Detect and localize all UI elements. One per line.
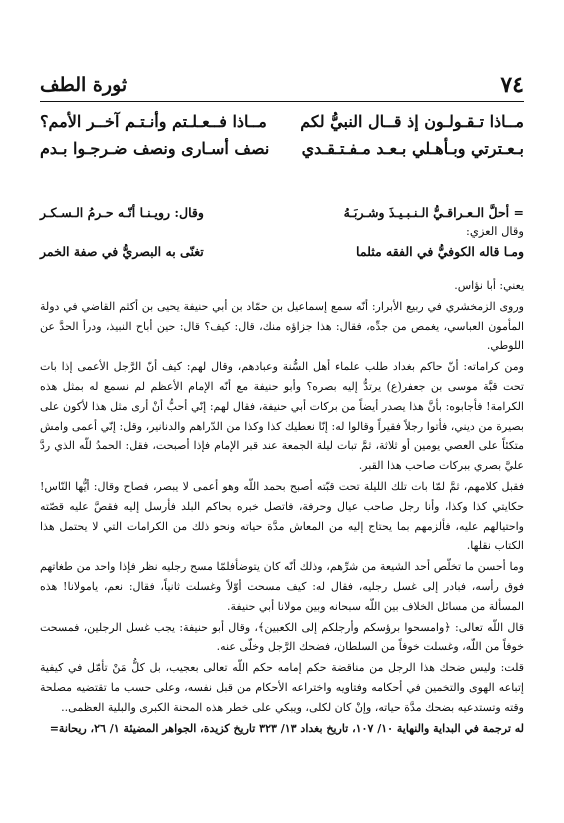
verse-hemistich-left: وقال: رويـنـا أنّـه حـرمُ الـسـكـر (40, 205, 204, 220)
verse-line (40, 205, 524, 220)
verse-hemistich-left: تغنّى به البصريُّ في صفة الخمر (40, 244, 204, 259)
paragraph: وروى الزمخشري في ربيع الأبرار: أنّه سمع إسماعيل بن حمّاد بن أبي حنيفة يحيى بن أكثم القاضي في دولة المأمون العباسي، يغمص من جدِّه، فقال: هذا جزاؤه منك، قال: كيف؟ قال: حين أباح النبيذ، ودرأ الحدَّ عن اللوطي. (40, 299, 524, 353)
paragraph: ومن كراماته: أنّ حاكم بغداد طلب علماء أهل السُّنة وعبادهم، وقال لهم: كيف أنّ الرَّجل الأعمى إذا بات تحت قبَّة موسى بن جعفر(ع) يرتدُّ إليه بصره؟ وأبو حنيفة مع أنّه الإمام الأعظم لم نسمع له بمثل هذه الكرامة! فأجابوه: بأنَّ هذا يصدر أيضاً من بركات أبي حنيفة، فقال لهم: إنّي أحبُّ أنْ أرى مثل هذا لأكون على بصيرة من ديني، فأتوا رجلاً فقيراً وقالوا له: إنّا نعطيك كذا وكذا من الدّراهم والدنانير، وقل: إنّي أعمى وامش متكئاً على العصي يومين أو ثلاثة، ثمَّ تبات ليلة الجمعة عند قبر الإمام فإذا أصبحت، فقل: الحمدُ للّه الذي ردَّ عليَّ بصري ببركات صاحب هذا القبر. (40, 360, 524, 473)
paragraph: قلت: وليس ضحك هذا الرجل من مناقضة حكم إمامه حكم اللّه تعالى بعجيب، بل كلُّ مَنْ تأمّل في كيفية إتباعه الهوى والتخمين في أحكامه وفتاويه واختراعه الأحكام من قبل نفسه، وعلى حسب ما تقتضيه مصلحة وقته وتستدعيه بضحك مدَّة حياته، وإنْ كان لكلى، ويبكي على خطر هذه المحنة الكبرى والبلية العظمى.. (40, 661, 524, 714)
header-rule (40, 101, 524, 102)
footnote-reference: له ترجمة في البداية والنهاية ١٠/ ١٠٧، تاريخ بغداد ١٣/ ٣٢٣ تاريخ كزيدة، الجواهر المضيئة ١/ ٢٦، ريحانة= (49, 721, 524, 735)
verse-hemistich-right: = أحلَّ الـعـراقـيُّ الـنـبـيـذَ وشـربَـهُ (343, 205, 524, 220)
verse-line (40, 139, 524, 158)
running-title: ثورة الطف (40, 74, 128, 96)
verse-line (40, 244, 524, 259)
verse-block-small (40, 205, 524, 263)
verse-block-large (40, 112, 524, 166)
verse-hemistich-right: بـعـترتي وبـأهـلي بـعـد مـفـتـقـدي (301, 139, 524, 158)
verse-hemistich-left: مــاذا فــعـلـتم وأنـتـم آخــر الأمم؟ (40, 112, 267, 131)
verse-hemistich-left: نصف أسـارى ونصف ضـرجـوا بـدم (40, 139, 270, 158)
page-number: ٧٤ (500, 72, 524, 98)
verse-hemistich-right: مــاذا تـقـولـون إذ قــال النبيُّ لكم (300, 112, 524, 131)
paragraph: قال اللّه تعالى: ﴿وامسحوا برؤسكم وأرجلكم إلى الكعبين﴾، وقال أبو حنيفة: يجب غسل الرجلين، فمسحت خوفاً من اللّه، وغسلت خوفاً من السلطان، فضحك الرَّجل وخلّى عنه. (40, 620, 524, 654)
paragraph: يعني: أبا نؤاس. (454, 279, 524, 292)
paragraph: وما أحسن ما تخلّص أحد الشيعة من شرِّهم، وذلك أنّه كان يتوضأفلمّا مسح رجليه نظر فإذا واحد من طغاتهم فوق رأسه، فبادر إلى غسل رجليه، فقال له: كيف مسحت أوّلاً وغسلت ثانياً، فقال: نعم، يامولانا! هذه المسألة من مسائل الخلاف بين اللّه سبحانه وبين مولانا أبي حنيفة. (40, 560, 524, 613)
verse-intro: وقال العزي: (465, 224, 524, 238)
page-header (40, 70, 524, 100)
verse-line (40, 112, 524, 131)
verse-hemistich-right: ومـا قاله الكوفيُّ في الفقه مثلما (356, 244, 524, 259)
body-text (40, 276, 524, 739)
paragraph: فقبل كلامهم، ثمَّ لمّا بات تلك الليلة تحت قبّته أصبح بحمد اللّه وهو أعمى لا يبصر، فصاح وقال: أيُّها النّاس! حكايتي كذا وكذا، وأنا رجل صاحب عيال وحرفة، فاتصل خبره بحاكم البلد فأرسل إليه فقصَّ عليه قصّته واحتيالهم عليه، فألزمهم بما يحتاج إليه من المعاش مدَّة حياته ونحو ذلك من الكرامات التي لا يحتمل هذا الكتاب نقلها. (40, 479, 524, 553)
